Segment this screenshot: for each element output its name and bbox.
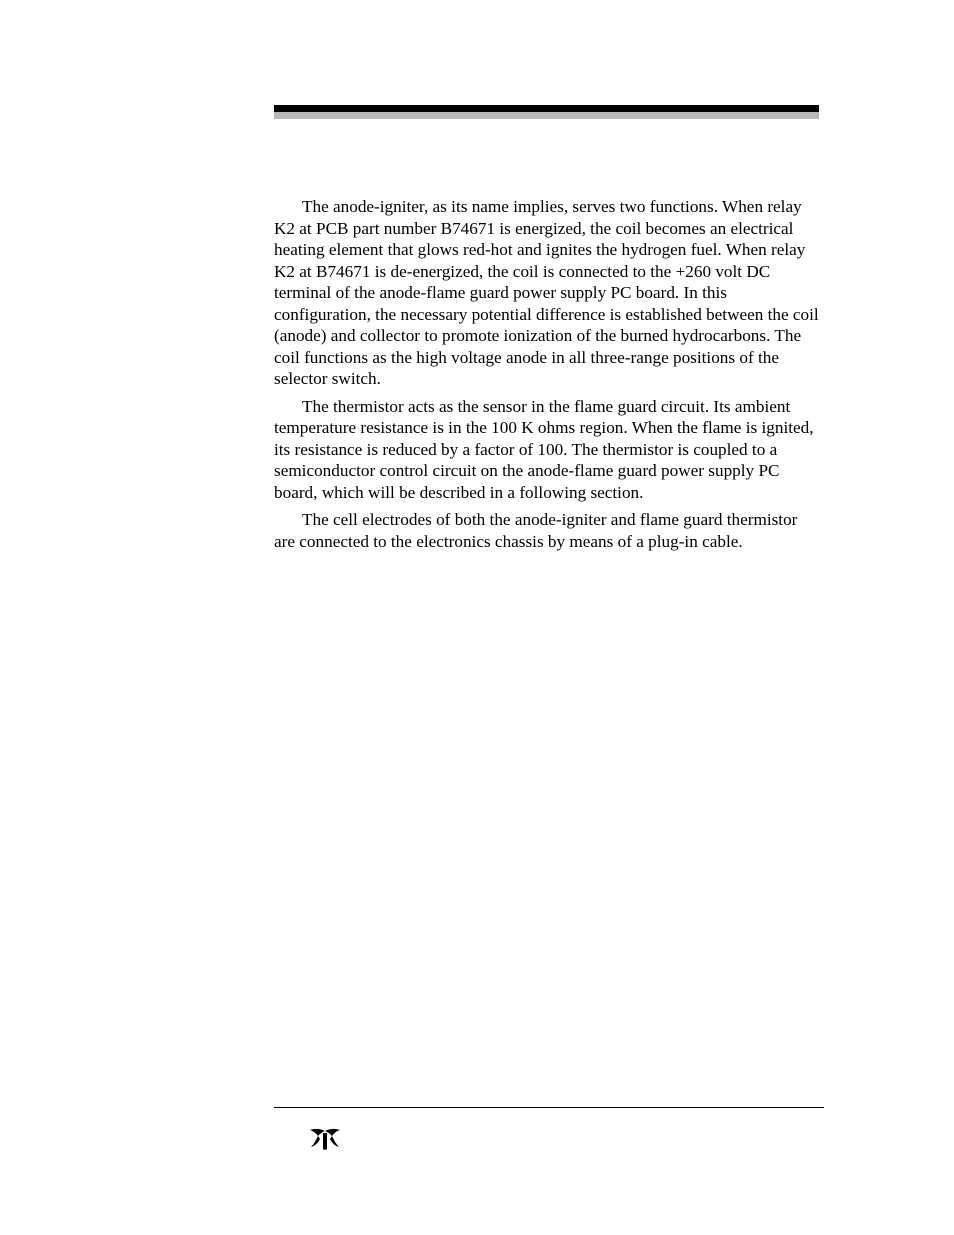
header-rule [274,105,819,112]
footer-rule [274,1107,824,1108]
paragraph-cell-electrodes: The cell electrodes of both the anode-igniter and flame guard thermistor are connected to the electronics chassis by means of a plug-in cable. [274,510,798,551]
paragraph-thermistor: The thermistor acts as the sensor in the flame guard circuit. Its ambient temperature resistance is in the 100 K ohms region. When the flame is ignited, its resistance is reduced by a factor of 100. The thermistor is coupled to a semiconductor control circuit on the anode-flame guard power supply PC board, which will be described in a following section. [274,396,814,502]
paragraph-anode-igniter: The anode-igniter, as its name implies, serves two functions. When relay K2 at PCB part number B74671 is energized, the coil becomes an electrical heating element that glows red-hot and ignites the hydrogen fuel. When relay K2 at B74671 is de-energized, the coil is connected to the +260 volt DC terminal of the anode-flame guard power supply PC board. In this configuration, the necessary potential difference is established between the coil (anode) and collector to promote ionization of the burned hydrocarbons. The coil functions as the high voltage anode in all three-range positions of the selector switch. [274,197,819,388]
header-rule-shadow [274,112,819,119]
company-logo-icon [306,1125,344,1151]
body-text [274,196,822,558]
